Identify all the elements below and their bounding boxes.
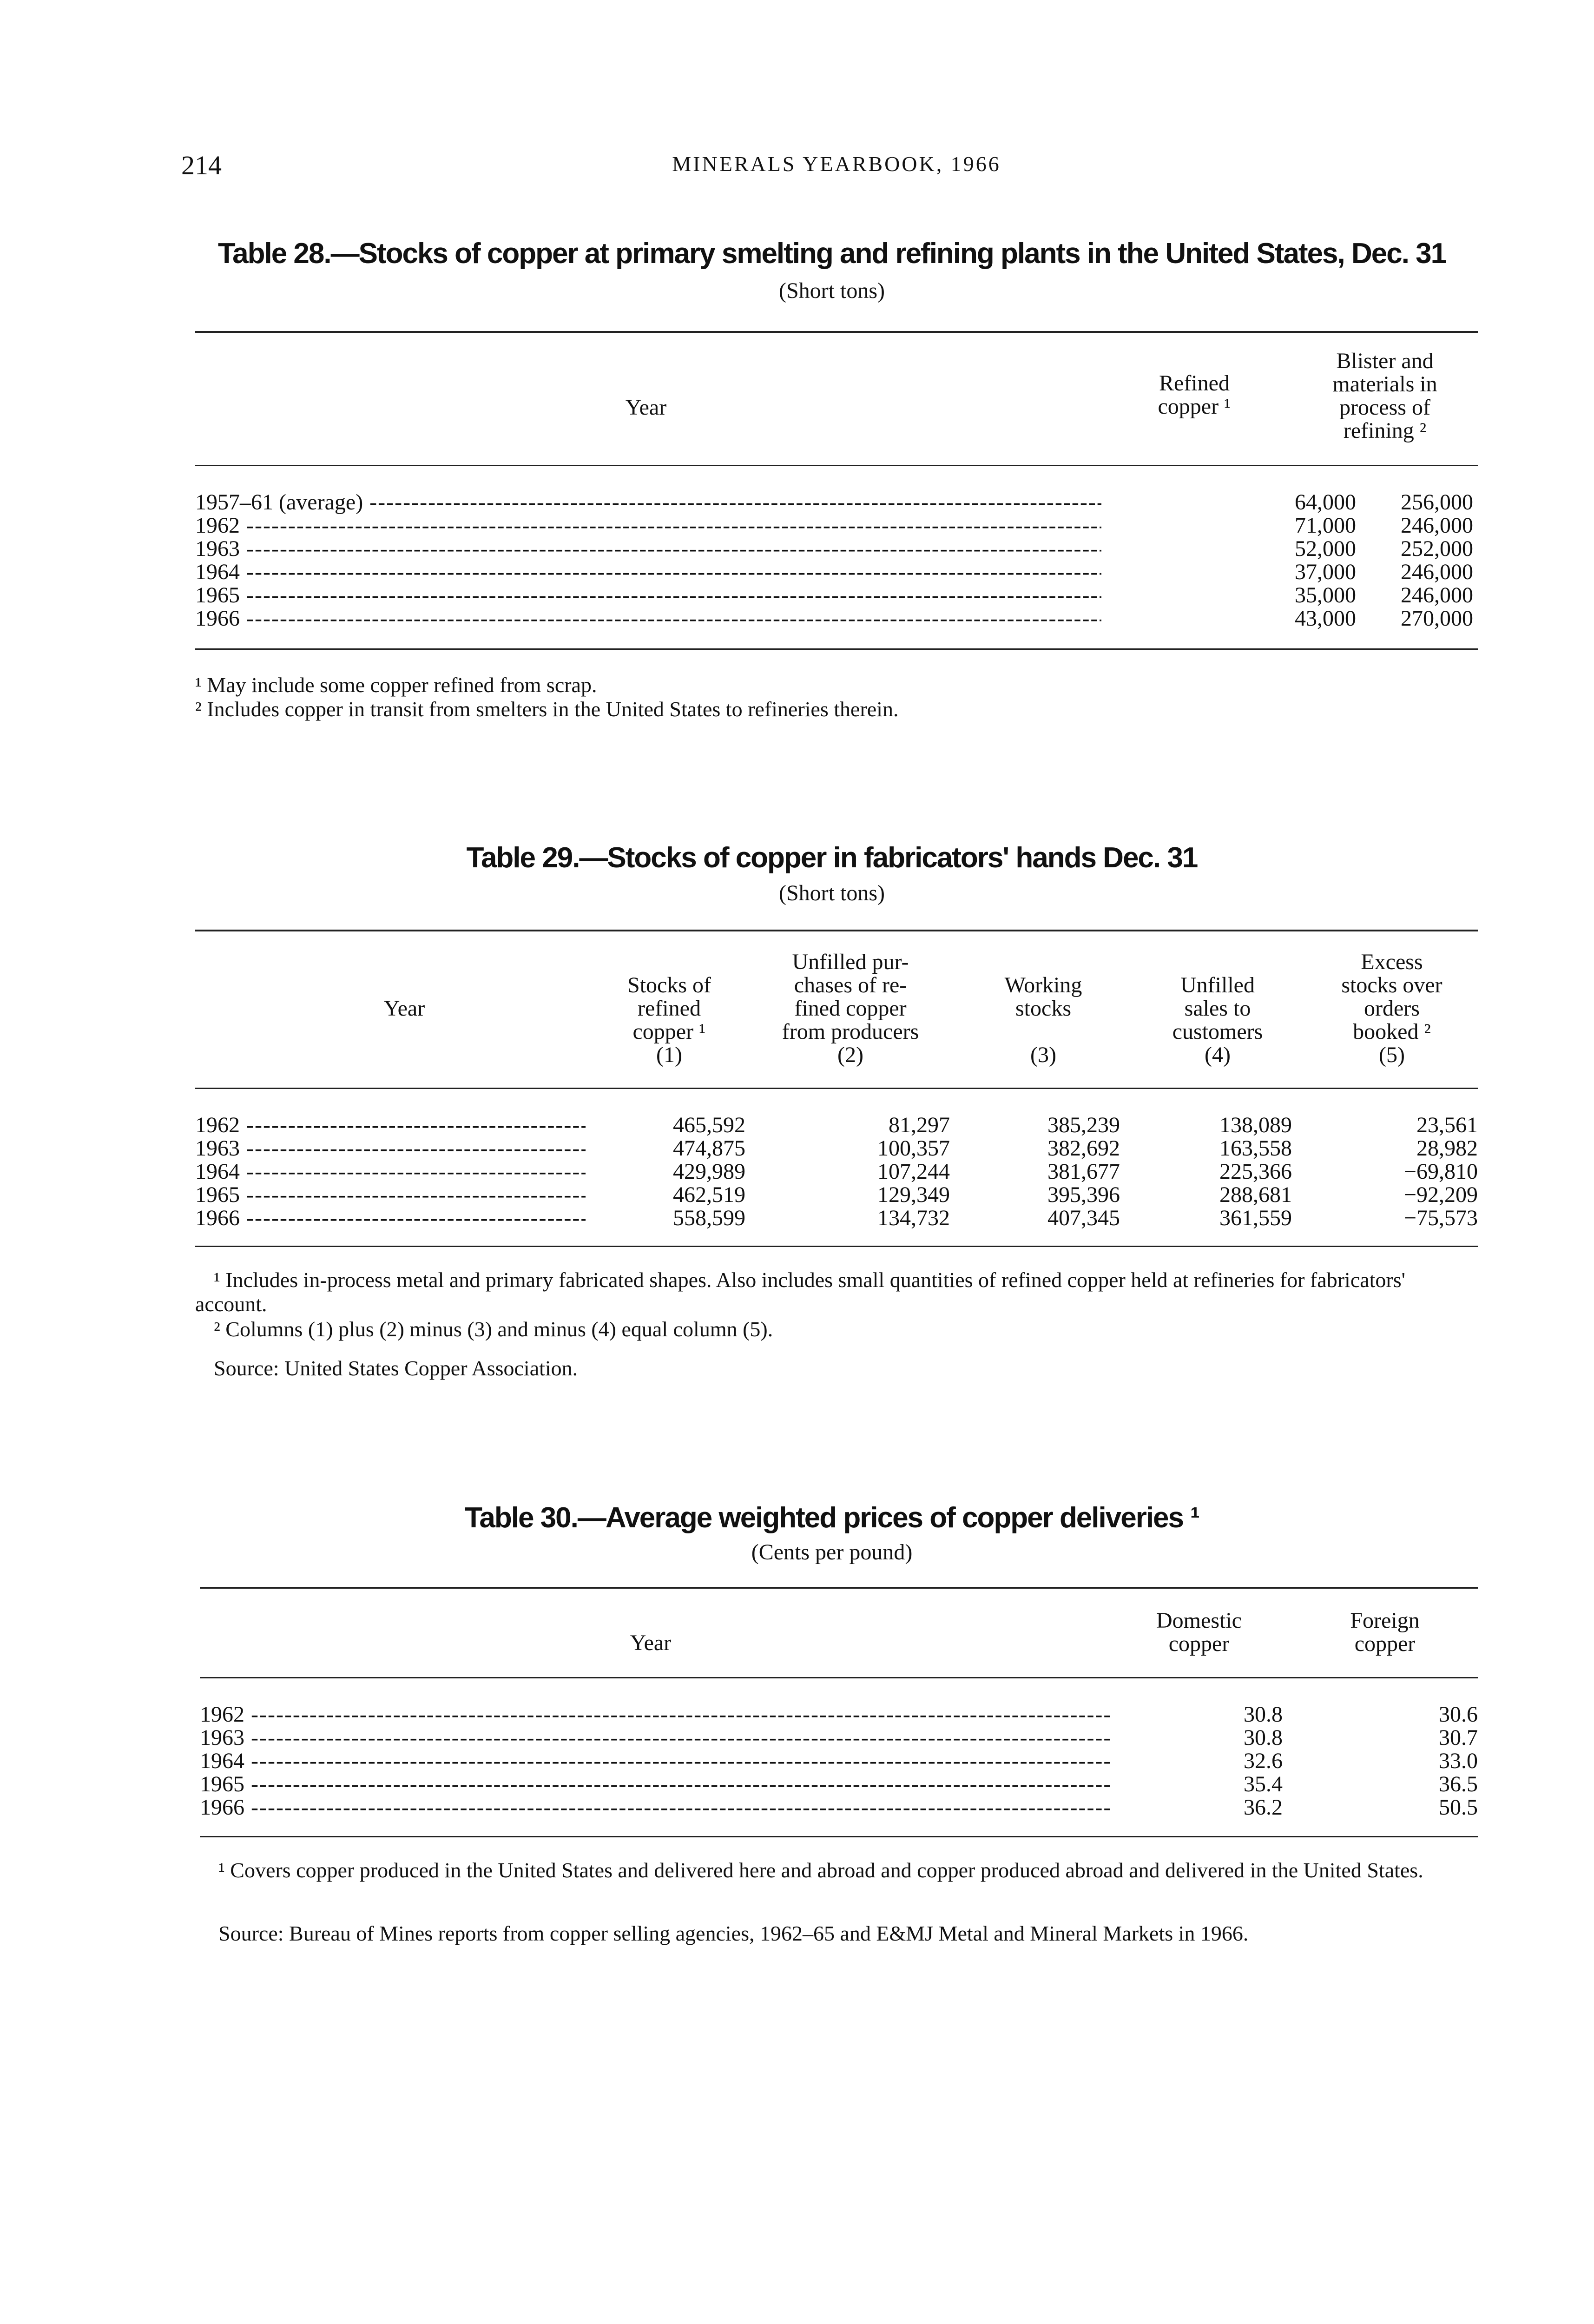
table-28-units: (Short tons) — [779, 278, 885, 303]
row-value: 30.7 — [1439, 1725, 1478, 1750]
header-line: Year — [625, 395, 667, 420]
row-year: 1965 ----- — [195, 584, 1101, 607]
table-29-bottom-rule — [195, 1246, 1478, 1247]
header-line: Working — [1004, 973, 1082, 997]
row-value: 270,000 — [1401, 606, 1473, 631]
page-header — [181, 150, 1492, 187]
header-line: Foreign — [1350, 1608, 1420, 1633]
header-line: Year — [383, 996, 425, 1021]
table-row — [195, 514, 1478, 537]
table-29-header-col1 — [590, 974, 748, 1067]
table-29-header-rule — [195, 1088, 1478, 1089]
row-value: 361,559 — [1219, 1206, 1292, 1230]
row-value: 107,244 — [877, 1159, 950, 1184]
table-row — [200, 1773, 1478, 1796]
table-30-header-foreign — [1301, 1609, 1469, 1656]
table-29-header-col5 — [1306, 951, 1478, 1067]
row-value: 288,681 — [1219, 1182, 1292, 1207]
row-value: 30.6 — [1439, 1702, 1478, 1727]
row-value: 28,982 — [1416, 1136, 1478, 1161]
table-30-units: (Cents per pound) — [751, 1540, 913, 1565]
row-value: 36.2 — [1244, 1795, 1283, 1820]
header-line — [967, 1020, 1120, 1043]
table-30-header-rule — [200, 1677, 1478, 1678]
header-line: (5) — [1379, 1043, 1405, 1067]
header-line: copper — [1168, 1631, 1230, 1656]
row-value: 246,000 — [1401, 583, 1473, 607]
row-value: 138,089 — [1219, 1113, 1292, 1137]
row-year: 1957–61 (average) ----- — [195, 491, 1101, 514]
header-line: copper ¹ — [632, 1019, 706, 1044]
row-value: 50.5 — [1439, 1795, 1478, 1820]
table-28-footnote-2: ² Includes copper in transit from smelters in the United States to refineries therein. — [195, 697, 899, 721]
header-line: refining ² — [1343, 418, 1427, 443]
running-head: MINERALS YEARBOOK, 1966 — [672, 152, 1001, 176]
table-28-bottom-rule — [195, 648, 1478, 650]
row-year: 1963 ----- — [200, 1726, 1111, 1750]
table-row — [195, 491, 1478, 514]
row-year: 1966 ----- — [195, 607, 1101, 630]
row-value: 462,519 — [673, 1182, 745, 1207]
header-line: copper ¹ — [1158, 394, 1231, 419]
header-line: customers — [1172, 1019, 1263, 1044]
row-value: 30.8 — [1244, 1702, 1283, 1727]
header-line: Excess — [1361, 950, 1423, 974]
table-29-top-rule — [195, 930, 1478, 931]
row-value: 71,000 — [1295, 513, 1356, 538]
table-row — [195, 561, 1478, 584]
row-value: 163,558 — [1219, 1136, 1292, 1161]
row-year: 1963 ----- — [195, 537, 1101, 561]
row-value: 395,396 — [1047, 1182, 1120, 1207]
row-year: 1965 ----- — [200, 1773, 1111, 1796]
header-line: Stocks of — [627, 973, 711, 997]
header-line: orders — [1364, 996, 1420, 1021]
table-row — [195, 537, 1478, 561]
row-value: 52,000 — [1295, 536, 1356, 561]
header-line: (4) — [1205, 1043, 1231, 1067]
header-line: booked ² — [1353, 1019, 1431, 1044]
row-value: 35,000 — [1295, 583, 1356, 607]
row-value: 36.5 — [1439, 1772, 1478, 1796]
table-row — [200, 1750, 1478, 1773]
row-year: 1962 ----- — [195, 514, 1101, 537]
table-28-header-refined — [1106, 372, 1283, 418]
header-line: refined — [638, 996, 701, 1021]
row-value: 385,239 — [1047, 1113, 1120, 1137]
row-value: 382,692 — [1047, 1136, 1120, 1161]
table-row — [200, 1726, 1478, 1750]
table-29-footnote-1: ¹ Includes in-process metal and primary fabricated shapes. Also includes small quantities of refined copper held at refineries for fabricators' account. — [195, 1268, 1405, 1316]
row-value: 246,000 — [1401, 513, 1473, 538]
header-line: from producers — [782, 1019, 919, 1044]
header-line: (3) — [1030, 1043, 1056, 1067]
row-year: 1962 ----- — [195, 1114, 586, 1137]
table-29-title: Table 29.—Stocks of copper in fabricators' hands Dec. 31 — [466, 842, 1198, 874]
table-29-footnote-2: ² Columns (1) plus (2) minus (3) and minus (4) equal column (5). — [214, 1317, 773, 1341]
header-line: Blister and — [1336, 349, 1434, 373]
row-year: 1962 ----- — [200, 1703, 1111, 1726]
table-28-title: Table 28.—Stocks of copper at primary smelting and refining plants in the United States, Dec. 31 — [217, 238, 1446, 270]
row-value: 407,345 — [1047, 1206, 1120, 1230]
row-value: 474,875 — [673, 1136, 745, 1161]
row-year: 1966 ----- — [200, 1796, 1111, 1819]
table-30-header-domestic — [1115, 1609, 1283, 1656]
table-29-header-col2 — [748, 951, 953, 1067]
table-30-title: Table 30.—Average weighted prices of copper deliveries ¹ — [465, 1502, 1199, 1534]
row-value: −69,810 — [1403, 1159, 1478, 1184]
row-value: 246,000 — [1401, 560, 1473, 584]
header-line: materials in — [1332, 372, 1437, 396]
row-value: −92,209 — [1403, 1182, 1478, 1207]
table-row — [195, 584, 1478, 607]
table-29-header-col4 — [1139, 974, 1297, 1067]
header-line: Refined — [1159, 371, 1230, 396]
table-30-source: Source: Bureau of Mines reports from copper selling agencies, 1962–65 and E&MJ Metal and Mineral Markets in 1966. — [218, 1921, 1249, 1945]
header-line: copper — [1354, 1631, 1416, 1656]
row-value: 30.8 — [1244, 1725, 1283, 1750]
table-28-header-blister — [1292, 350, 1478, 442]
header-line: (2) — [837, 1043, 863, 1067]
table-row — [195, 1160, 1478, 1183]
row-value: 64,000 — [1295, 490, 1356, 515]
table-30-bottom-rule — [200, 1836, 1478, 1837]
row-value: 129,349 — [877, 1182, 950, 1207]
table-28-footnote-1: ¹ May include some copper refined from scrap. — [195, 673, 597, 697]
table-29-units: (Short tons) — [779, 881, 885, 905]
header-line: sales to — [1184, 996, 1251, 1021]
row-value: 35.4 — [1244, 1772, 1283, 1796]
row-value: 23,561 — [1416, 1113, 1478, 1137]
row-value: 381,677 — [1047, 1159, 1120, 1184]
row-value: 429,989 — [673, 1159, 745, 1184]
table-row — [195, 1137, 1478, 1160]
row-year: 1963 ----- — [195, 1137, 586, 1160]
row-value: 100,357 — [877, 1136, 950, 1161]
header-line: stocks over — [1341, 973, 1443, 997]
table-row — [195, 1183, 1478, 1207]
table-30-header-year — [418, 1631, 883, 1655]
page-number: 214 — [181, 150, 222, 180]
row-value: 256,000 — [1401, 490, 1473, 515]
table-row — [195, 1114, 1478, 1137]
header-line: process of — [1339, 395, 1430, 420]
header-line: (1) — [656, 1043, 682, 1067]
table-29-source: Source: United States Copper Association. — [214, 1356, 578, 1380]
row-year: 1965 ----- — [195, 1183, 586, 1207]
table-row — [195, 607, 1478, 630]
table-30-top-rule — [200, 1587, 1478, 1589]
table-29-header-col3 — [967, 974, 1120, 1067]
table-28-header-rule — [195, 465, 1478, 466]
table-30-footnote-1: ¹ Covers copper produced in the United States and delivered here and abroad and copper produced abroad and delivered in the United States. — [218, 1858, 1423, 1882]
row-value: 81,297 — [889, 1113, 950, 1137]
table-row — [195, 1207, 1478, 1230]
row-value: 465,592 — [673, 1113, 745, 1137]
row-value: 33.0 — [1439, 1749, 1478, 1773]
table-28-top-rule — [195, 331, 1478, 333]
table-row — [200, 1703, 1478, 1726]
header-line: stocks — [1015, 996, 1071, 1021]
row-year: 1964 ----- — [195, 1160, 586, 1183]
row-value: −75,573 — [1403, 1206, 1478, 1230]
row-value: 558,599 — [673, 1206, 745, 1230]
table-29-header-year — [321, 997, 488, 1020]
header-line: chases of re- — [794, 973, 907, 997]
table-row — [200, 1796, 1478, 1819]
header-line: Domestic — [1156, 1608, 1242, 1633]
row-value: 37,000 — [1295, 560, 1356, 584]
row-value: 32.6 — [1244, 1749, 1283, 1773]
row-year: 1964 ----- — [195, 561, 1101, 584]
table-28-header-year — [418, 396, 874, 419]
header-line: Year — [630, 1631, 672, 1655]
header-line: Unfilled — [1180, 973, 1255, 997]
row-value: 43,000 — [1295, 606, 1356, 631]
row-value: 252,000 — [1401, 536, 1473, 561]
row-value: 225,366 — [1219, 1159, 1292, 1184]
row-year: 1964 ----- — [200, 1750, 1111, 1773]
header-line: fined copper — [794, 996, 907, 1021]
row-value: 134,732 — [877, 1206, 950, 1230]
row-year: 1966 ----- — [195, 1207, 586, 1230]
header-line: Unfilled pur- — [792, 950, 909, 974]
